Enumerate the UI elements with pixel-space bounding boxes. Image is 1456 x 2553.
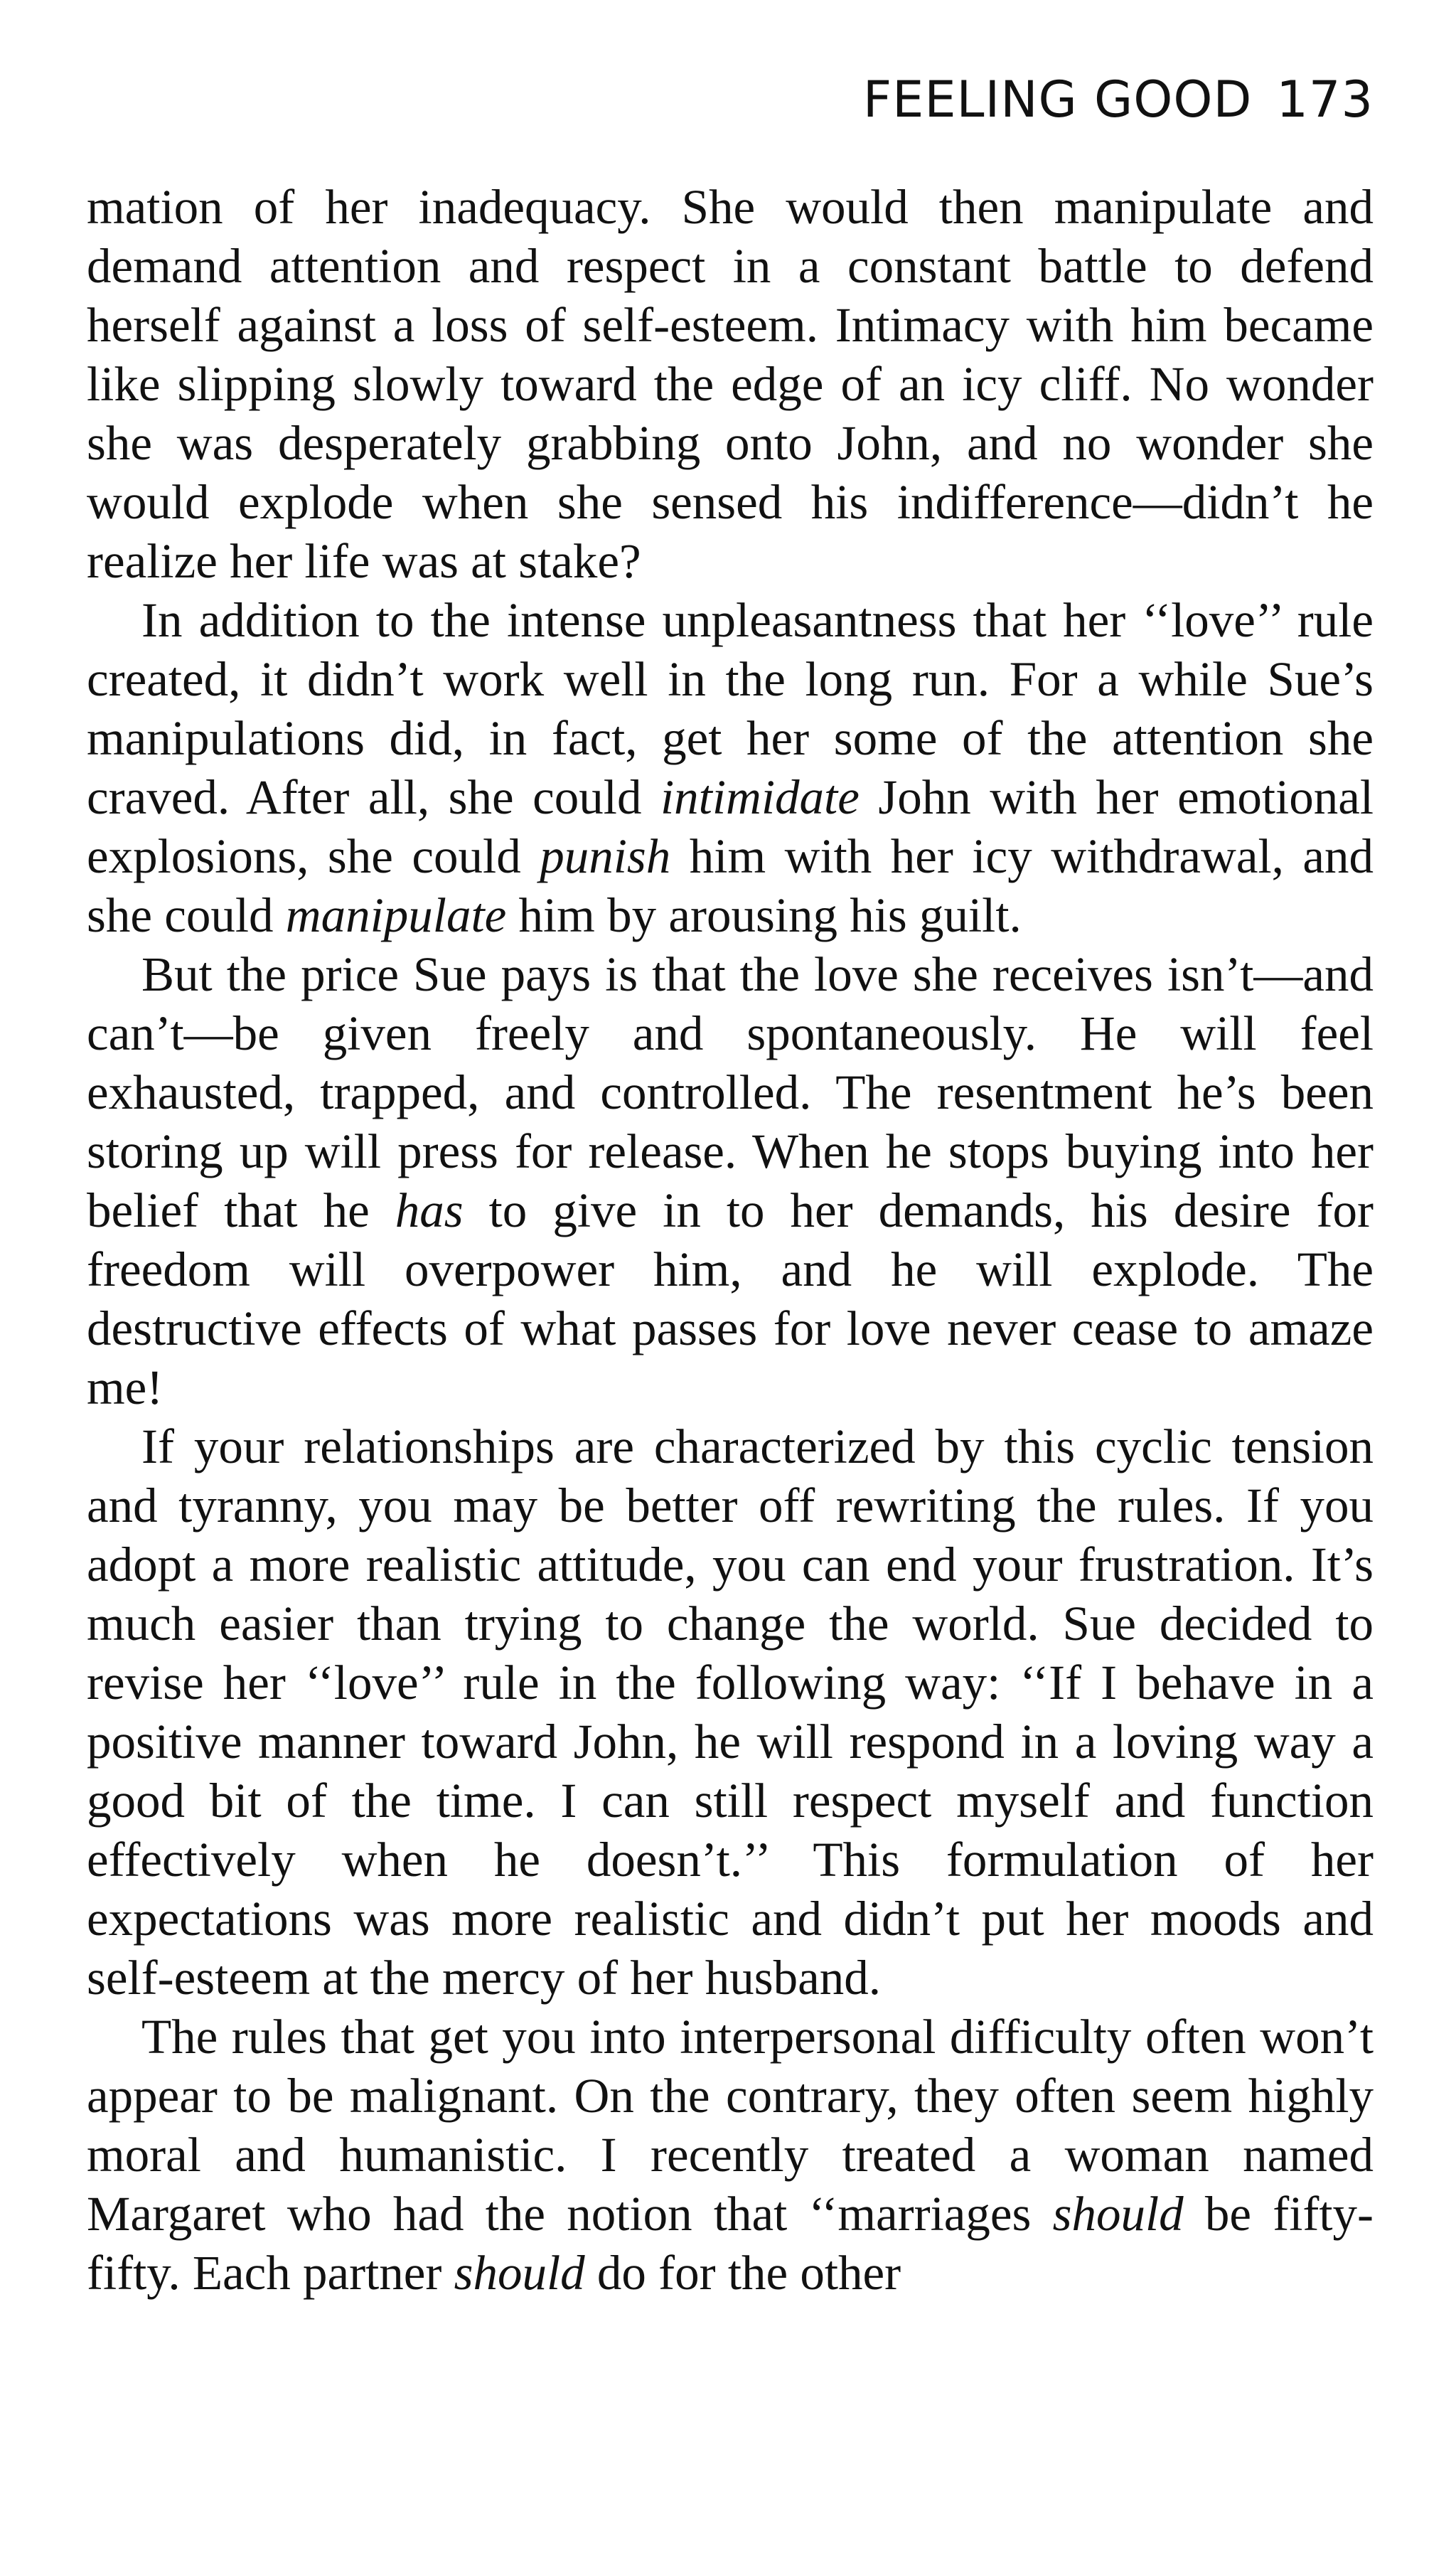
text-run: If your relationships are characterized by this cyclic tension and tyranny, you may be better off rewriting the rules. If you adopt a more realistic attitude, you can end your frustration. It’s much easier than trying to change the world. Sue decided to revise her ‘‘love’’ rule in the following way: ‘‘If I behave in a positive manner toward John, he will respond in a loving way a good bit of the time. I can still respect myself and function effectively when he doesn’t.’’ This formulation of her expectations was more realistic and didn’t put her moods and self-esteem at the mercy of her husband. [87,1419,1374,2005]
text-run: mation of her inadequacy. She would then manipulate and demand attention and respect in a constant battle to defend herself against a loss of self-esteem. Intimacy with him became like slipping slowly toward the edge of an icy cliff. No wonder she was desperately grabbing onto John, and no wonder she would explode when she sensed his indifference—didn’t he realize her life was at stake? [87,180,1374,588]
paragraph-3 [87,945,1374,1417]
text-run: to give in to her demands, his desire for freedom will overpower him, and he will explode. The destructive effects of what passes for love never cease to amaze me! [87,1183,1374,1414]
running-title: FEELING GOOD [862,70,1253,129]
paragraph-1 [87,178,1374,591]
emphasis-punish: punish [540,829,671,883]
text-run: him with her icy withdrawal, and she could [87,829,1374,942]
text-run: But the price Sue pays is that the love she receives isn’t—and can’t—be given freely and spontaneously. He will feel exhausted, trapped, and controlled. The resentment he’s been storing up will press for release. When he stops buying into her belief that he [87,947,1374,1237]
emphasis-manipulate: manipulate [285,888,507,942]
paragraph-5 [87,2008,1374,2303]
paragraph-2 [87,591,1374,945]
text-run: John with her emotional explosions, she could [87,770,1374,883]
text-run: The rules that get you into interpersonal difficulty often won’t appear to be malignant. On the contrary, they often seem highly moral and humanistic. I recently treated a woman named Margaret who had the notion that ‘‘marriages [87,2010,1374,2241]
running-head [0,70,1374,129]
text-run: do for the other [584,2246,901,2300]
emphasis-has: has [395,1183,464,1237]
body-text [87,178,1374,2303]
emphasis-should: should [454,2246,585,2300]
text-run: him by arousing his guilt. [506,888,1022,942]
text-run: be fifty-fifty. Each partner [87,2187,1374,2300]
paragraph-4 [87,1417,1374,2008]
text-run: In addition to the intense unpleasantness that her ‘‘love’’ rule created, it didn’t work well in the long run. For a while Sue’s manipulations did, in fact, get her some of the attention she craved. After all, she could [87,593,1374,824]
emphasis-intimidate: intimidate [660,770,860,824]
emphasis-should: should [1052,2187,1184,2241]
page-number: 173 [1276,70,1374,129]
